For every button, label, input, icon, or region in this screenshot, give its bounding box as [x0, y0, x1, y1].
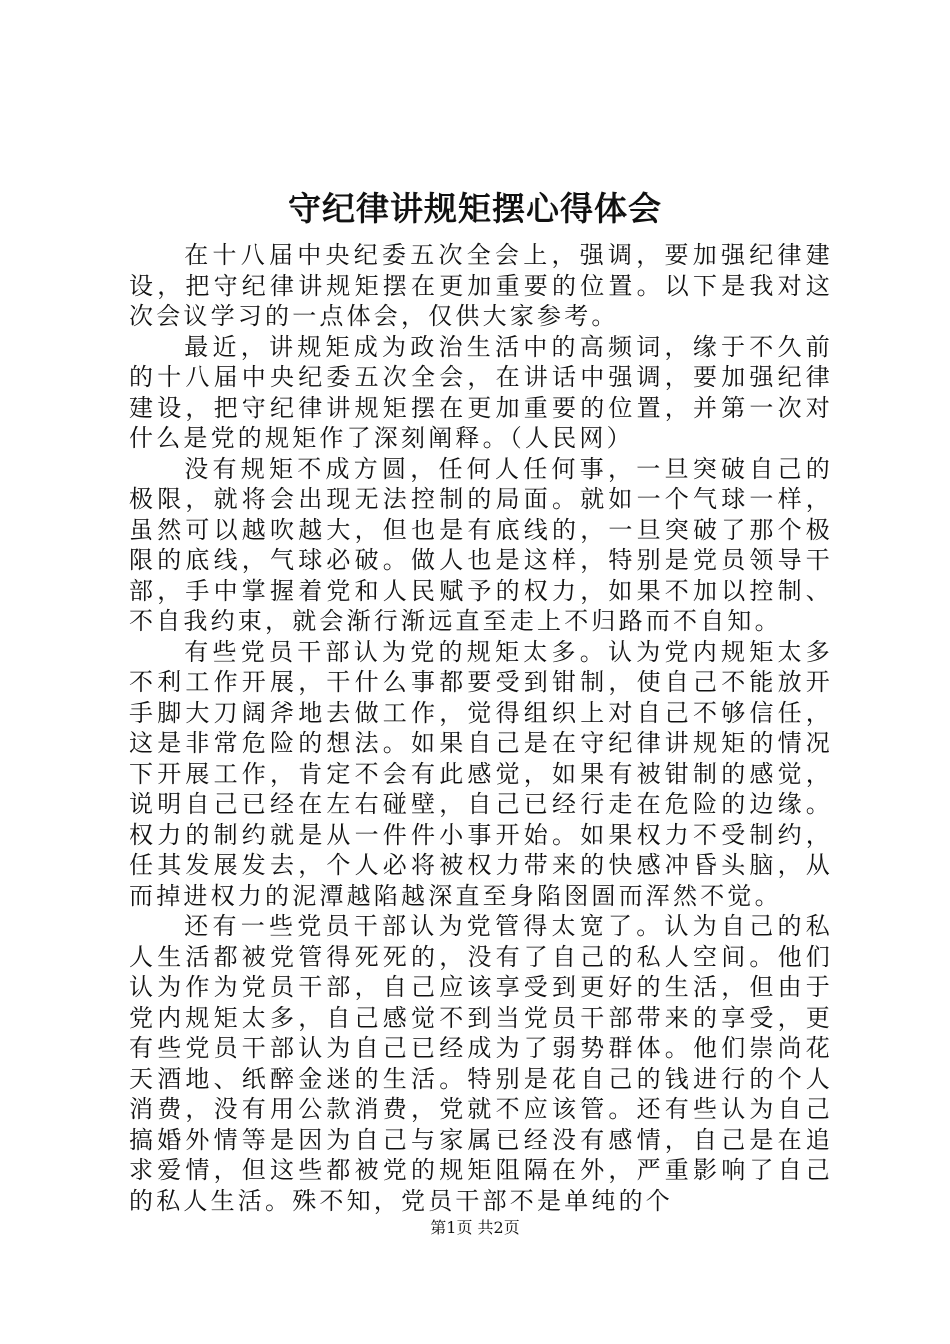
paragraph: 还有一些党员干部认为党管得太宽了。认为自己的私人生活都被党管得死死的，没有了自己的私人空间。他们认为作为党员干部，自己应该享受到更好的生活，但由于党内规矩太多，自己感觉不到当党员干部带来的享受，更有些党员干部认为自己已经成为了弱势群体。他们崇尚花天酒地、纸醉金迷的生活。特别是花自己的钱进行的个人消费，没有用公款消费，党就不应该管。还有些认为自己搞婚外情等是因为自己与家属已经没有感情，自己是在追求爱情，但这些都被党的规矩阻隔在外，严重影响了自己的私人生活。殊不知，党员干部不是单纯的个: [129, 912, 833, 1215]
paragraph: 最近，讲规矩成为政治生活中的高频词，缘于不久前的十八届中央纪委五次全会，在讲话中强调，要加强纪律建设，把守纪律讲规矩摆在更加重要的位置，并第一次对什么是党的规矩作了深刻阐释。（人民网）: [129, 332, 833, 452]
paragraph: 在十八届中央纪委五次全会上，强调，要加强纪律建设，把守纪律讲规矩摆在更加重要的位置。以下是我对这次会议学习的一点体会，仅供大家参考。: [129, 241, 833, 330]
paragraph: 有些党员干部认为党的规矩太多。认为党内规矩太多不利工作开展，干什么事都要受到钳制，使自己不能放开手脚大刀阔斧地去做工作，觉得组织上对自己不够信任，这是非常危险的想法。如果自己是在守纪律讲规矩的情况下开展工作，肯定不会有此感觉，如果有被钳制的感觉，说明自己已经在左右碰壁，自己已经行走在危险的边缘。权力的制约就是从一件件小事开始。如果权力不受制约，任其发展发去，个人必将被权力带来的快感冲昏头脑，从而掉进权力的泥潭越陷越深直至身陷囹圄而浑然不觉。: [129, 637, 833, 910]
page-number: 第1页 共2页: [430, 1218, 520, 1237]
document-body: [129, 240, 833, 1216]
document-title: 守纪律讲规矩摆心得体会: [288, 189, 662, 228]
paragraph: 没有规矩不成方圆，任何人任何事，一旦突破自己的极限，就将会出现无法控制的局面。就如一个气球一样，虽然可以越吹越大，但也是有底线的，一旦突破了那个极限的底线，气球必破。做人也是这样，特别是党员领导干部，手中掌握着党和人民赋予的权力，如果不加以控制、不自我约束，就会渐行渐远直至走上不归路而不自知。: [129, 454, 833, 635]
